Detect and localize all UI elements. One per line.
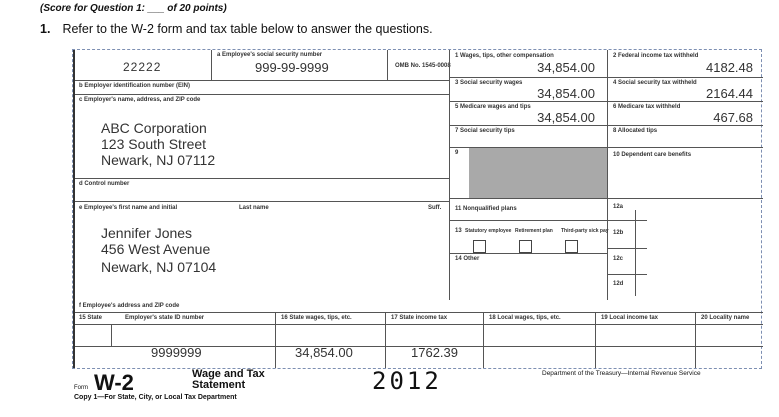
omb-number: OMB No. 1545-0008: [395, 63, 451, 69]
box13-retirement-label: Retirement plan: [515, 228, 553, 234]
last-name-label: Last name: [239, 205, 269, 211]
box15-id-label: Employer's state ID number: [125, 315, 205, 321]
box13-sickpay-label: Third-party sick pay: [561, 228, 609, 234]
form-name: W-2: [94, 370, 134, 395]
form-title: [192, 369, 265, 391]
box13-label: 13: [455, 228, 462, 234]
box13-statutory-label: Statutory employee: [465, 228, 512, 234]
control-number-label: d Control number: [79, 181, 130, 187]
form-word: Form: [74, 385, 88, 391]
box5-label: 5 Medicare wages and tips: [455, 104, 531, 110]
question-text: Refer to the W-2 form and tax table below to answer the questions.: [62, 22, 433, 36]
employee-name-label: e Employee's first name and initial: [79, 205, 178, 211]
box18-label: 18 Local wages, tips, etc.: [489, 315, 561, 321]
employee-city: Newark, NJ 07104: [101, 259, 217, 275]
box3-ss-wages: 34,854.00: [537, 86, 595, 101]
box17-label: 17 State income tax: [391, 315, 448, 321]
box9-shaded: [469, 148, 607, 198]
form-title-line1: Wage and Tax: [192, 368, 265, 380]
employee-name: Jennifer Jones: [101, 225, 193, 241]
box6-medicare-tax: 467.68: [713, 110, 753, 125]
box11-label: 11 Nonqualified plans: [455, 206, 517, 212]
box2-label: 2 Federal income tax withheld: [613, 53, 699, 59]
box3-label: 3 Social security wages: [455, 80, 523, 86]
box16-label: 16 State wages, tips, etc.: [281, 315, 352, 321]
statutory-checkbox[interactable]: [473, 240, 486, 253]
box17-state-tax: 1762.39: [411, 345, 458, 360]
box10-label: 10 Dependent care benefits: [613, 152, 692, 158]
box9-label: 9: [455, 150, 459, 156]
box4-ss-tax: 2164.44: [706, 86, 753, 101]
void-code: 22222: [123, 60, 162, 74]
box5-medicare-wages: 34,854.00: [537, 110, 595, 125]
employee-ssn: 999-99-9999: [255, 60, 329, 75]
box1-label: 1 Wages, tips, other compensation: [455, 53, 554, 59]
question-prompt: [40, 22, 433, 36]
employee-street: 456 West Avenue: [101, 241, 211, 257]
form-title-line2: Statement: [192, 379, 246, 391]
employer-name: ABC Corporation: [101, 120, 207, 136]
score-line: (Score for Question 1: ___ of 20 points): [40, 3, 227, 14]
w2-form: [72, 49, 762, 369]
box7-label: 7 Social security tips: [455, 128, 515, 134]
sickpay-checkbox[interactable]: [565, 240, 578, 253]
employer-label: c Employer's name, address, and ZIP code: [79, 97, 201, 103]
retirement-checkbox[interactable]: [519, 240, 532, 253]
tax-year: 2012: [372, 367, 442, 395]
employer-city: Newark, NJ 07112: [101, 152, 216, 168]
box2-federal-tax: 4182.48: [706, 60, 753, 75]
box20-label: 20 Locality name: [701, 315, 750, 321]
box12b-label: 12b: [613, 230, 624, 236]
box14-label: 14 Other: [455, 256, 480, 262]
employer-street: 123 South Street: [101, 136, 207, 152]
box16-state-wages: 34,854.00: [295, 345, 353, 360]
department-text: Department of the Treasury—Internal Revenue Service: [542, 370, 701, 377]
suffix-label: Suff.: [428, 205, 442, 211]
box12d-label: 12d: [613, 281, 624, 287]
box4-label: 4 Social security tax withheld: [613, 80, 697, 86]
box15-state-id: 9999999: [151, 345, 202, 360]
box12c-label: 12c: [613, 256, 624, 262]
box1-wages: 34,854.00: [537, 60, 595, 75]
box6-label: 6 Medicare tax withheld: [613, 104, 681, 110]
form-footer: [72, 369, 760, 415]
box12a-label: 12a: [613, 204, 624, 210]
ein-label: b Employer identification number (EIN): [79, 83, 191, 89]
question-number: 1.: [40, 22, 51, 36]
box8-label: 8 Allocated tips: [613, 128, 658, 134]
box19-label: 19 Local income tax: [601, 315, 659, 321]
ssn-label: a Employee's social security number: [217, 52, 323, 58]
box15-label: 15 State: [79, 315, 103, 321]
employee-address-label: f Employee's address and ZIP code: [79, 303, 180, 309]
copy-text: Copy 1—For State, City, or Local Tax Department: [74, 394, 237, 401]
